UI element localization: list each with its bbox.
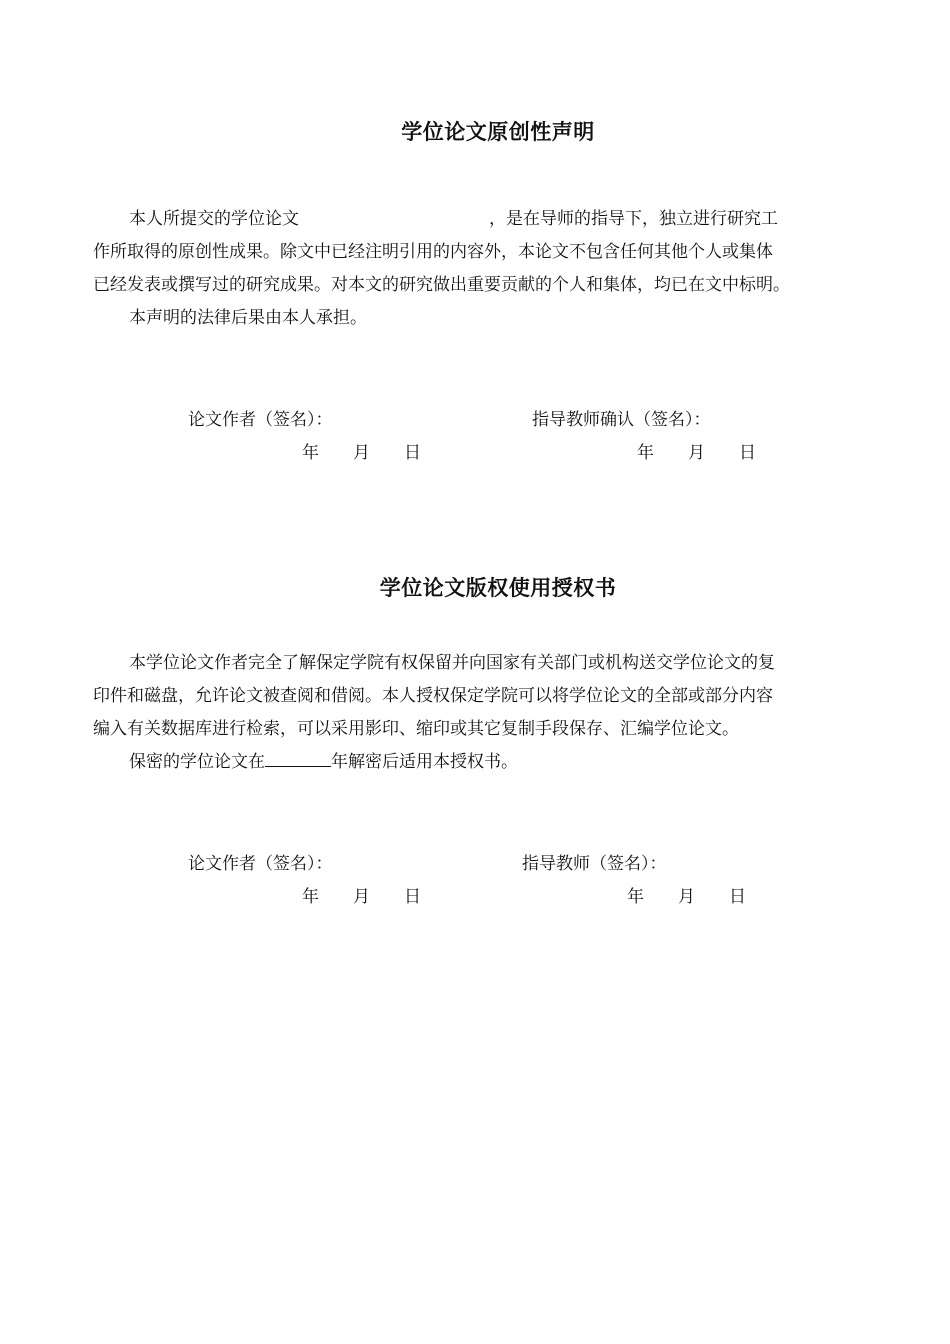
declaration-author-date: [302, 438, 421, 463]
declaration-line-1-a: 本人所提交的学位论文: [129, 209, 299, 229]
date-month: 月: [353, 887, 370, 907]
date-month: 月: [353, 443, 370, 463]
date-year: 年: [627, 887, 644, 907]
declaration-line-2: 作所取得的原创性成果。除文中已经注明引用的内容外，本论文不包含任何其他个人或集体: [93, 242, 773, 262]
authorization-advisor-signature-label: 指导教师（签名）：: [522, 854, 667, 874]
authorization-line-1: 本学位论文作者完全了解保定学院有权保留并向国家有关部门或机构送交学位论文的复: [129, 653, 775, 673]
declaration-title: 学位论文原创性声明: [401, 120, 595, 144]
declaration-author-signature-label: 论文作者（签名）：: [188, 410, 333, 430]
date-year: 年: [302, 443, 319, 463]
authorization-author-signature-label: 论文作者（签名）：: [188, 854, 333, 874]
declaration-advisor-signature-label: 指导教师确认（签名）：: [532, 410, 711, 430]
date-day: 日: [404, 887, 421, 907]
date-day: 日: [404, 443, 421, 463]
declaration-line-1: [93, 203, 873, 236]
authorization-line-2: 印件和磁盘，允许论文被查阅和借阅。本人授权保定学院可以将学位论文的全部或部分内容: [93, 686, 773, 706]
date-month: 月: [688, 443, 705, 463]
date-day: 日: [729, 887, 746, 907]
confidential-note-b: 年解密后适用本授权书。: [331, 752, 518, 772]
declaration-paragraph: [93, 203, 873, 335]
authorization-confidential-note: [93, 746, 873, 779]
date-year: 年: [302, 887, 319, 907]
declaration-legal-note: 本声明的法律后果由本人承担。: [129, 308, 367, 328]
authorization-author-date: [302, 882, 421, 907]
declaration-line-1-b: ，是在导师的指导下，独立进行研究工: [489, 209, 778, 229]
date-year: 年: [637, 443, 654, 463]
authorization-line-3: 编入有关数据库进行检索，可以采用影印、缩印或其它复制手段保存、汇编学位论文。: [93, 719, 739, 739]
years-blank: [265, 752, 331, 767]
date-month: 月: [678, 887, 695, 907]
authorization-title: 学位论文版权使用授权书: [379, 576, 617, 600]
declaration-line-3: 已经发表或撰写过的研究成果。对本文的研究做出重要贡献的个人和集体，均已在文中标明。: [93, 275, 790, 295]
date-day: 日: [739, 443, 756, 463]
declaration-advisor-date: [637, 438, 756, 463]
authorization-paragraph: [93, 647, 873, 779]
authorization-advisor-date: [627, 882, 746, 907]
confidential-note-a: 保密的学位论文在: [129, 752, 265, 772]
